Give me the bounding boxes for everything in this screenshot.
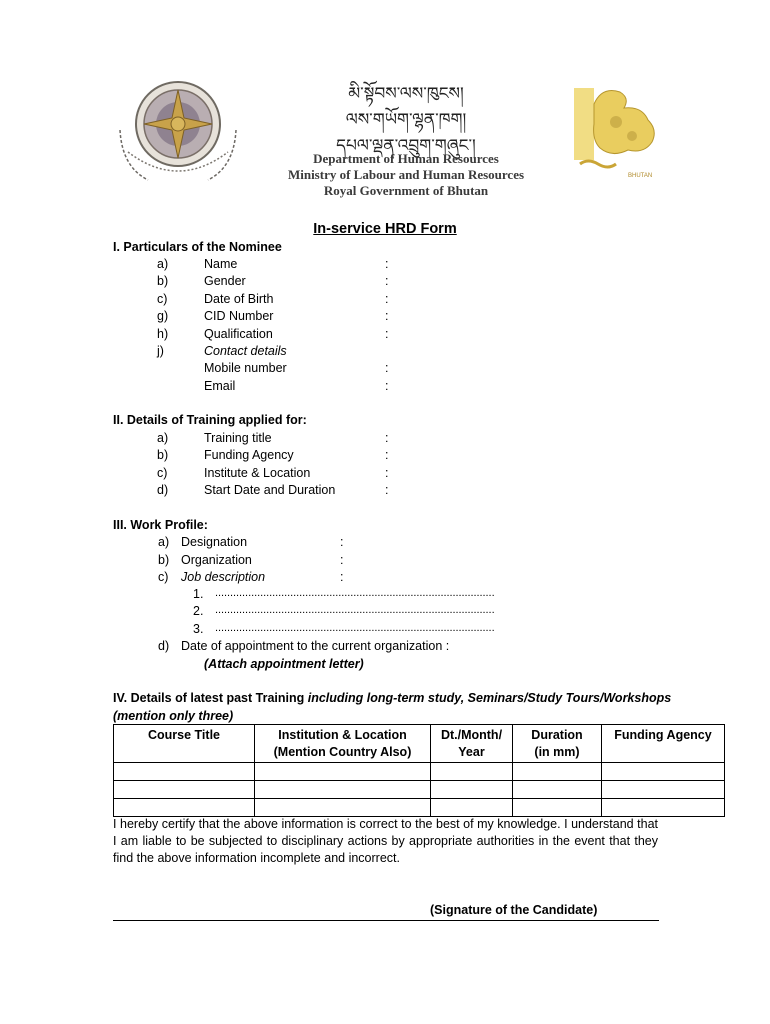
section-2-heading: II. Details of Training applied for: bbox=[113, 413, 307, 427]
item-letter: a) bbox=[158, 535, 170, 549]
table-cell[interactable] bbox=[431, 763, 513, 781]
item-letter: h) bbox=[157, 327, 169, 341]
item-letter: c) bbox=[158, 570, 169, 584]
table-cell[interactable] bbox=[513, 763, 602, 781]
tibetan-line-2: ལས་གཡོག་ལྷན་ཁག། bbox=[345, 110, 467, 130]
section-4-heading-main: IV. Details of latest past Training bbox=[113, 691, 308, 705]
signature-line[interactable] bbox=[113, 920, 659, 921]
item-label-qualification: Qualification bbox=[204, 327, 273, 341]
item-label-dob: Date of Birth bbox=[204, 292, 274, 306]
item-letter: c) bbox=[157, 466, 168, 480]
table-cell[interactable] bbox=[602, 799, 725, 817]
job-line-number: 3. bbox=[193, 622, 204, 636]
job-line-number: 2. bbox=[193, 604, 204, 618]
item-label-start-date-duration: Start Date and Duration bbox=[204, 483, 336, 497]
right-logo-text: BHUTAN bbox=[628, 173, 653, 179]
table-cell[interactable] bbox=[255, 799, 431, 817]
item-label-organization: Organization bbox=[181, 553, 252, 567]
item-colon: : bbox=[340, 535, 344, 549]
table-row bbox=[114, 799, 725, 817]
item-label-training-title: Training title bbox=[204, 431, 272, 445]
item-label-funding-agency: Funding Agency bbox=[204, 448, 294, 462]
item-colon: : bbox=[385, 448, 389, 462]
item-letter: g) bbox=[157, 309, 169, 323]
item-colon: : bbox=[340, 570, 344, 584]
section-4-heading bbox=[113, 691, 671, 705]
table-cell[interactable] bbox=[513, 781, 602, 799]
item-letter: d) bbox=[158, 639, 170, 653]
table-cell[interactable] bbox=[114, 799, 255, 817]
table-cell[interactable] bbox=[114, 763, 255, 781]
table-cell[interactable] bbox=[431, 781, 513, 799]
item-letter: b) bbox=[157, 448, 169, 462]
section-4-heading-italic: including long-term study, Seminars/Study Tours/Workshops bbox=[307, 691, 672, 705]
table-header-row bbox=[114, 725, 725, 763]
item-colon: : bbox=[385, 309, 389, 323]
item-label-appointment-date: Date of appointment to the current organization : bbox=[181, 639, 450, 653]
job-line-dots: ............................................................................................. bbox=[215, 604, 495, 616]
job-line-dots: ............................................................................................. bbox=[215, 587, 495, 599]
table-cell[interactable] bbox=[602, 781, 725, 799]
item-letter: b) bbox=[158, 553, 170, 567]
item-colon: : bbox=[385, 327, 389, 341]
header-institution-location: Institution & Location (Mention Country Also) bbox=[255, 725, 431, 763]
item-letter: c) bbox=[157, 292, 168, 306]
item-label-mobile: Mobile number bbox=[204, 361, 287, 375]
table-row bbox=[114, 763, 725, 781]
job-line-dots: ............................................................................................. bbox=[215, 622, 495, 634]
item-colon: : bbox=[385, 379, 389, 393]
attach-note: (Attach appointment letter) bbox=[204, 657, 364, 671]
item-label-institute-location: Institute & Location bbox=[204, 466, 311, 480]
item-colon: : bbox=[385, 274, 389, 288]
table-row bbox=[114, 781, 725, 799]
item-label-name: Name bbox=[204, 257, 238, 271]
section-4-heading-note: (mention only three) bbox=[113, 709, 234, 723]
item-colon: : bbox=[385, 361, 389, 375]
item-colon: : bbox=[340, 553, 344, 567]
table-cell[interactable] bbox=[602, 763, 725, 781]
signature-label: (Signature of the Candidate) bbox=[430, 903, 598, 917]
item-colon: : bbox=[385, 431, 389, 445]
table-cell[interactable] bbox=[431, 799, 513, 817]
past-training-table bbox=[113, 724, 725, 817]
table-cell[interactable] bbox=[255, 763, 431, 781]
table-cell[interactable] bbox=[114, 781, 255, 799]
header-funding-agency: Funding Agency bbox=[602, 725, 725, 763]
item-colon: : bbox=[385, 483, 389, 497]
ministry-logo bbox=[572, 84, 662, 184]
header-duration: Duration (in mm) bbox=[513, 725, 602, 763]
form-title: In-service HRD Form bbox=[313, 221, 457, 237]
item-label-job-description: Job description bbox=[181, 570, 266, 584]
header-course-title: Course Title bbox=[114, 725, 255, 763]
item-colon: : bbox=[385, 466, 389, 480]
item-letter: a) bbox=[157, 257, 169, 271]
item-colon: : bbox=[385, 257, 389, 271]
item-label-email: Email bbox=[204, 379, 236, 393]
table-cell[interactable] bbox=[513, 799, 602, 817]
department-name: Department of Human Resources bbox=[313, 151, 499, 166]
government-name: Royal Government of Bhutan bbox=[323, 183, 489, 198]
section-1-heading: I. Particulars of the Nominee bbox=[113, 240, 282, 254]
item-colon: : bbox=[385, 292, 389, 306]
item-label-cid: CID Number bbox=[204, 309, 274, 323]
tibetan-line-3: དཔལ་ལྡན་འབྲུག་གཞུང་། bbox=[336, 136, 476, 156]
section-3-heading: III. Work Profile: bbox=[113, 518, 208, 532]
certification-text: I hereby certify that the above information is correct to the best of my knowledge. I understand that I am liable to be subjected to disciplinary actions by appropriate authorities in the event that they find the above information incomplete and incorrect. bbox=[113, 817, 658, 865]
item-letter: a) bbox=[157, 431, 169, 445]
table-cell[interactable] bbox=[255, 781, 431, 799]
header-date: Dt./Month/ Year bbox=[431, 725, 513, 763]
job-line-number: 1. bbox=[193, 587, 204, 601]
item-label-contact-details: Contact details bbox=[204, 344, 287, 358]
ministry-name: Ministry of Labour and Human Resources bbox=[287, 167, 525, 182]
item-label-gender: Gender bbox=[204, 274, 246, 288]
tibetan-line-1: མི་སྟོབས་ལས་ཁུངས། bbox=[348, 84, 464, 104]
item-letter: b) bbox=[157, 274, 169, 288]
item-letter: d) bbox=[157, 483, 169, 497]
item-letter: j) bbox=[157, 344, 164, 358]
item-label-designation: Designation bbox=[181, 535, 248, 549]
